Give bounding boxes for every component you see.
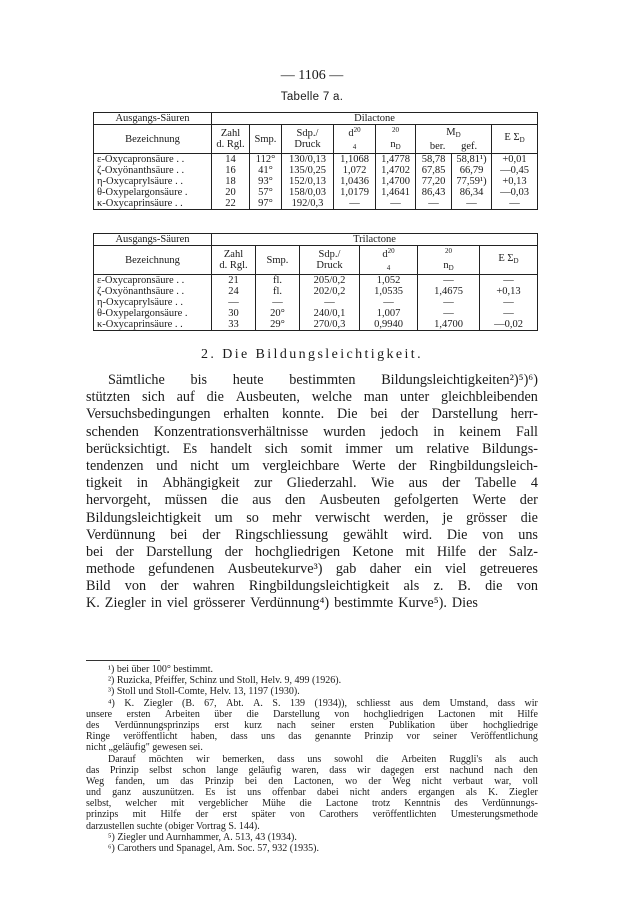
cell-md-ber: —: [416, 198, 452, 210]
col-header-refraction: $^{20}$ $n_D$: [418, 246, 480, 275]
cell-smp: —: [256, 297, 300, 308]
col-header-refraction: $^{20}$ $n_D$: [376, 125, 416, 154]
footnote-line: Weg fanden, um das Prinzip bei den Lactonen, wo der Weg nicht verbaut war, voll: [86, 775, 538, 787]
group-header-trilactone: Trilactone: [212, 234, 538, 246]
cell-sdp: 158/0,03: [282, 187, 334, 198]
cell-md-ber: 77,20: [416, 176, 452, 187]
cell-name: θ-Oxypelargonsäure .: [94, 187, 212, 198]
cell-name: ε-Oxycapronsäure . .: [94, 275, 212, 287]
cell-smp: 41°: [250, 165, 282, 176]
footnote-line: ²) Ruzicka, Pfeiffer, Schinz und Stoll, Helv. 9, 499 (1926).: [108, 675, 342, 687]
col-header-exaltation: E $\Sigma_D$: [492, 125, 538, 154]
footnote-line: und ganz auszunützen. Es ist uns offenbar dabei nicht anders ergangen als K. Ziegler: [86, 787, 538, 799]
cell-refraction: 1,4641: [376, 187, 416, 198]
cell-name: ζ-Oxyönanthsäure . .: [94, 286, 212, 297]
body-line: tigkeit in Abhängigkeit zur Gliederzahl. Wie aus der Tabelle 4: [86, 475, 538, 492]
cell-exaltation: —0,45: [492, 165, 538, 176]
footnote-line: des Verdünnungsprinzips erst kurz nach seiner ersten Publikation über hochgliedrige: [86, 719, 538, 731]
table-row: [94, 154, 538, 166]
cell-exaltation: —: [480, 275, 538, 287]
cell-density: 1,0535: [360, 286, 418, 297]
table-row: [94, 297, 538, 308]
cell-density: —: [360, 297, 418, 308]
col-header-smp: Smp.: [256, 246, 300, 275]
cell-zahl: 21: [212, 275, 256, 287]
footnote-line: ¹) bei über 100° bestimmt.: [108, 664, 214, 675]
cell-zahl: —: [212, 297, 256, 308]
cell-smp: 93°: [250, 176, 282, 187]
col-header-zahl: Zahl d. Rgl.: [212, 246, 256, 275]
col-header-md-ber: ber.: [429, 140, 446, 152]
cell-exaltation: —: [480, 308, 538, 319]
cell-density: 1,052: [360, 275, 418, 287]
table-row: [94, 176, 538, 187]
cell-density: 1,1068: [334, 154, 376, 166]
footnote-line: ³) Stoll und Stoll-Comte, Helv. 13, 1197 (1930).: [108, 686, 300, 698]
cell-name: η-Oxycaprylsäure . .: [94, 297, 212, 308]
trilactone-table: [93, 233, 538, 331]
cell-smp: 20°: [256, 308, 300, 319]
cell-zahl: 33: [212, 319, 256, 331]
cell-refraction: 1,4702: [376, 165, 416, 176]
cell-density: 1,072: [334, 165, 376, 176]
cell-zahl: 22: [212, 198, 250, 210]
cell-density: 0,9940: [360, 319, 418, 331]
group-header-acids: Ausgangs-Säuren: [94, 234, 212, 246]
col-header-smp: Smp.: [250, 125, 282, 154]
table-row: [94, 319, 538, 331]
footnote-line: selbst, welcher mit vergeblicher Mühe die Lactone trotz Kenntnis des Verdünnungs-: [86, 798, 538, 810]
cell-sdp: 202/0,2: [300, 286, 360, 297]
cell-refraction: 1,4675: [418, 286, 480, 297]
cell-smp: fl.: [256, 275, 300, 287]
table-row: [94, 308, 538, 319]
page-number: — 1106 —: [280, 68, 344, 83]
table-row: [94, 165, 538, 176]
body-line: Bild von der wahren Ringbildungsleichtigkeit als z. B. die von: [86, 578, 538, 595]
cell-density: —: [334, 198, 376, 210]
cell-name: η-Oxycaprylsäure . .: [94, 176, 212, 187]
cell-name: κ-Oxycaprinsäure . .: [94, 198, 212, 210]
cell-zahl: 20: [212, 187, 250, 198]
footnote-line: prinzips mit Hilfe der erst später von Carothers veröffentlichten Umesterungsmethode: [86, 809, 538, 821]
col-header-name: Bezeichnung: [94, 125, 212, 154]
col-header-md: $M_D$ ber. gef.: [416, 125, 492, 154]
cell-sdp: 152/0,13: [282, 176, 334, 187]
cell-exaltation: +0,13: [492, 176, 538, 187]
body-line: Verdünnung bei der Ringschliessung gewählt wird. Die von uns: [86, 526, 538, 543]
footnotes: [86, 664, 538, 854]
group-header-dilactone: Dilactone: [212, 113, 538, 125]
table-caption: Tabelle 7 a.: [280, 91, 344, 103]
dilactone-table: [93, 112, 538, 210]
cell-name: θ-Oxypelargonsäure .: [94, 308, 212, 319]
cell-exaltation: —0,02: [480, 319, 538, 331]
col-header-zahl: Zahl d. Rgl.: [212, 125, 250, 154]
col-header-sdp: Sdp./ Druck: [282, 125, 334, 154]
col-header-name: Bezeichnung: [94, 246, 212, 275]
cell-smp: 57°: [250, 187, 282, 198]
group-header-acids: Ausgangs-Säuren: [94, 113, 212, 125]
footnote-line: ⁴) K. Ziegler (B. 67, Abt. A. S. 139 (1934)), schliesst aus dem Umstand, dass wir: [108, 697, 538, 709]
footnote-line: nicht „geläufig" gewesen sei.: [86, 742, 203, 754]
cell-density: 1,0436: [334, 176, 376, 187]
cell-md-gef: 58,81¹): [452, 154, 492, 166]
body-line: schenden Konzentrationsverhältnisse wurden jedoch in keinem Fall: [86, 423, 538, 440]
cell-smp: 112°: [250, 154, 282, 166]
cell-exaltation: —: [480, 297, 538, 308]
col-header-density: $d^{20}$ $_4$: [334, 125, 376, 154]
cell-zahl: 30: [212, 308, 256, 319]
footnote-line: Ringe veröffentlicht haben, dass uns das genannte Prinzip vor seiner Veröffentlichung: [86, 731, 538, 743]
cell-refraction: —: [418, 308, 480, 319]
body-paragraph: [86, 372, 538, 613]
col-header-density: $d^{20}$ $_4$: [360, 246, 418, 275]
cell-smp: 29°: [256, 319, 300, 331]
body-line: K. Ziegler in viel grösserer Verdünnung⁴) bestimmte Kurve⁵). Dies: [86, 595, 478, 612]
footnote-line: ⁵) Ziegler und Aurnhammer, A. 513, 43 (1934).: [108, 831, 297, 843]
body-line: Sämtliche bis heute bestimmten Bildungsleichtigkeiten²)⁵)⁶): [108, 372, 538, 388]
cell-density: 1,007: [360, 308, 418, 319]
footnote-line: darzustellen suchte (obiger Vortrag S. 144).: [86, 820, 260, 832]
body-line: Bildungsleichtigkeit um so mehr verwischt werden, je grösser die: [86, 509, 538, 526]
cell-zahl: 24: [212, 286, 256, 297]
cell-refraction: 1,4700: [418, 319, 480, 331]
table-row: [94, 275, 538, 287]
cell-refraction: —: [376, 198, 416, 210]
cell-md-ber: 58,78: [416, 154, 452, 166]
col-header-sdp: Sdp./ Druck: [300, 246, 360, 275]
body-line: tendenzen und nicht um vergleichbare Werte der Ringbildungsleich-: [86, 457, 538, 474]
cell-name: ε-Oxycapronsäure . .: [94, 154, 212, 166]
cell-sdp: 240/0,1: [300, 308, 360, 319]
cell-smp: fl.: [256, 286, 300, 297]
cell-zahl: 18: [212, 176, 250, 187]
body-line: berücksichtigt. Es handelt sich somit immer um relative Bildungs-: [86, 440, 538, 457]
body-line: Versuchsbedingungen erhalten konnte. Die bei der Darstellung herr-: [86, 406, 538, 423]
footnote-line: Darauf möchten wir bemerken, dass uns sowohl die Arbeiten Ruggli's als auch: [108, 753, 538, 765]
cell-md-ber: 86,43: [416, 187, 452, 198]
footnote-rule: [86, 660, 160, 661]
footnote-line: das Prinzip selbst schon lange geläufig waren, dass wir dagegen erst nachund nach den: [86, 764, 538, 776]
cell-density: 1,0179: [334, 187, 376, 198]
cell-exaltation: —: [492, 198, 538, 210]
cell-exaltation: +0,13: [480, 286, 538, 297]
cell-md-gef: 86,34: [452, 187, 492, 198]
cell-exaltation: —0,03: [492, 187, 538, 198]
cell-md-gef: 77,59¹): [452, 176, 492, 187]
cell-refraction: 1,4700: [376, 176, 416, 187]
cell-smp: 97°: [250, 198, 282, 210]
table-row: [94, 286, 538, 297]
body-line: stützten sich auf die Ausbeuten, welche man unter gleichbleibenden: [86, 389, 538, 406]
cell-md-gef: —: [452, 198, 492, 210]
cell-name: ζ-Oxyönanthsäure . .: [94, 165, 212, 176]
body-line: methode gefundenen Ausbeutekurve³) gab daher ein viel getreueres: [86, 561, 538, 578]
cell-md-gef: 66,79: [452, 165, 492, 176]
cell-sdp: 192/0,3: [282, 198, 334, 210]
table-row: [94, 187, 538, 198]
table-row: [94, 198, 538, 210]
cell-sdp: 135/0,25: [282, 165, 334, 176]
col-header-md-gef: gef.: [461, 140, 478, 152]
cell-sdp: 130/0,13: [282, 154, 334, 166]
cell-refraction: —: [418, 297, 480, 308]
body-line: hervorgeht, müssen die aus den Ausbeuten gefolgerten Werte der: [86, 492, 538, 509]
cell-zahl: 16: [212, 165, 250, 176]
cell-name: κ-Oxycaprinsäure . .: [94, 319, 212, 331]
footnote-line: ⁶) Carothers und Spanagel, Am. Soc. 57, 932 (1935).: [108, 843, 319, 854]
cell-exaltation: +0,01: [492, 154, 538, 166]
col-header-exaltation: E $\Sigma_D$: [480, 246, 538, 275]
body-line: bei der Darstellung der hochgliedrigen Ketone mit Hilfe der Salz-: [86, 543, 538, 560]
cell-refraction: —: [418, 275, 480, 287]
cell-sdp: 270/0,3: [300, 319, 360, 331]
cell-sdp: 205/0,2: [300, 275, 360, 287]
cell-md-ber: 67,85: [416, 165, 452, 176]
cell-refraction: 1,4778: [376, 154, 416, 166]
cell-zahl: 14: [212, 154, 250, 166]
cell-sdp: —: [300, 297, 360, 308]
footnote-line: unsere ersten Arbeiten über die Darstellung von hochgliedrigen Lactonen mit Hilfe: [86, 708, 538, 720]
section-heading: 2. Die Bildungsleichtigkeit.: [201, 347, 423, 362]
